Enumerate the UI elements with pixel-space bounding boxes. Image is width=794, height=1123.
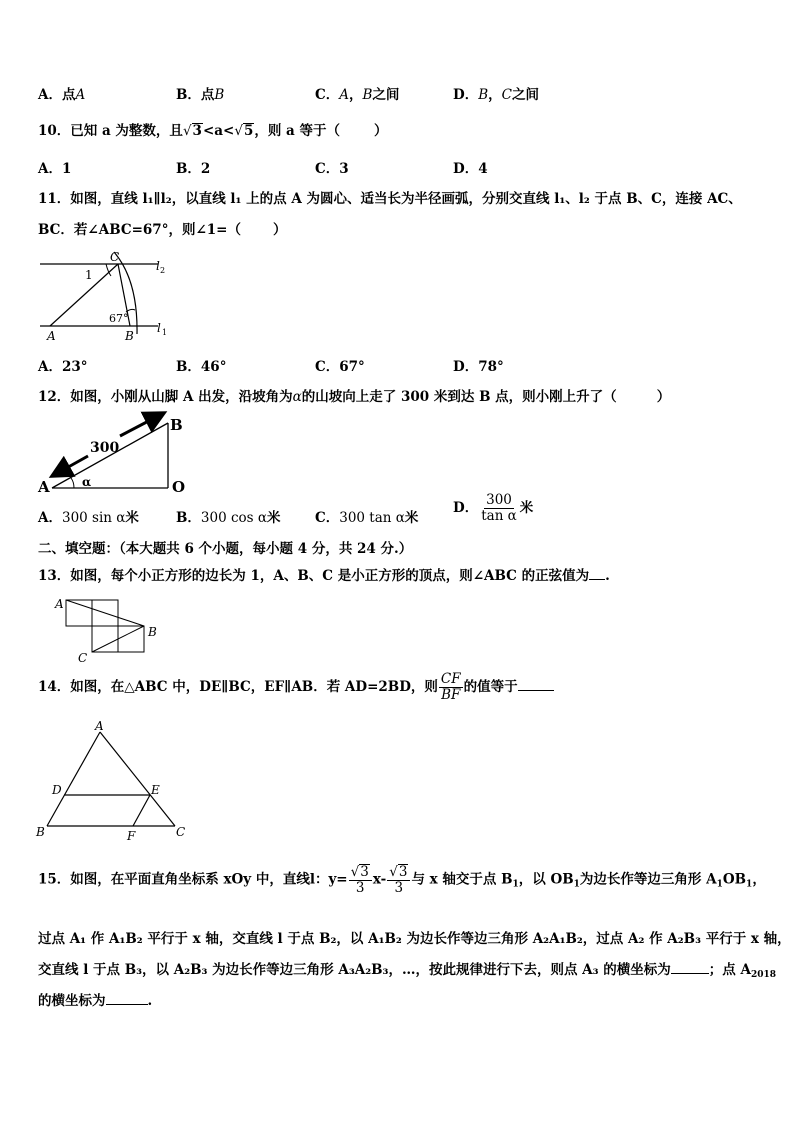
q12-label-o: O bbox=[172, 478, 186, 496]
q10-option-b: B．2 bbox=[176, 161, 211, 177]
q12-option-b: B．300 cos α米 bbox=[176, 510, 281, 526]
q12-option-d: D． $\frac{300}{\text{tan α}}$ 米 bbox=[453, 492, 534, 524]
q14-label-d: D bbox=[52, 783, 62, 797]
q12-label-300: 300 bbox=[90, 440, 120, 456]
q10-stem: 10．已知 a 为整数，且√3<a<√5，则 a 等于（ ） bbox=[38, 123, 388, 139]
q15-stem-line4: 的横坐标为 . bbox=[38, 993, 153, 1009]
q15-stem-line2: 过点 A₁ 作 A₁B₂ 平行于 x 轴，交直线 l 于点 B₂，以 A₁B₂ 为边长作等边三角形 A₂A₁B₂，过点 A₂ 作 A₂B₃ 平行于 x 轴， bbox=[38, 931, 791, 947]
q14-label-a: A bbox=[95, 719, 104, 733]
q12-label-alpha: α bbox=[82, 475, 92, 489]
q14-label-e: E bbox=[151, 783, 160, 797]
q13-label-a: A bbox=[55, 597, 64, 611]
q11-option-d: D．78° bbox=[453, 359, 504, 375]
q9-option-d: D．B，C之间 bbox=[453, 87, 539, 103]
q9-option-c: C．A，B之间 bbox=[315, 87, 400, 103]
q12-label-b: B bbox=[170, 416, 183, 434]
q11-label-b: B bbox=[125, 329, 134, 343]
q9-option-b: B．点B bbox=[176, 87, 225, 103]
q11-figure bbox=[38, 250, 178, 345]
q11-stem-line1: 11．如图，直线 l₁∥l₂，以直线 l₁ 上的点 A 为圆心、适当长为半径画弧，分别交直线 l₁、l₂ 于点 B、C，连接 AC、 bbox=[38, 191, 742, 207]
q14-figure bbox=[34, 716, 194, 841]
q11-label-c: C bbox=[110, 250, 120, 264]
q13-label-b: B bbox=[148, 625, 157, 639]
q11-stem-line2: BC．若∠ABC=67°，则∠1=（ ） bbox=[38, 222, 287, 238]
q14-label-c: C bbox=[176, 825, 186, 839]
q11-label-angle1: 1 bbox=[85, 268, 93, 282]
q11-label-l1-sub: 1 bbox=[162, 328, 168, 337]
q10-option-c: C．3 bbox=[315, 161, 349, 177]
q11-label-l2-sub: 2 bbox=[160, 266, 166, 275]
q15-stem-line3: 交直线 l 于点 B₃，以 A₂B₃ 为边长作等边三角形 A₃A₂B₃，…，按此规律进行下去，则点 A₃ 的横坐标为 ；点 $A_{2018}$ bbox=[38, 962, 776, 980]
q14-stem: 14．如图，在△ABC 中，DE∥BC，EF∥AB．若 AD=2BD，则 $\frac{CF}{BF}$ 的值等于 bbox=[38, 672, 554, 703]
q12-stem: 12．如图，小刚从山脚 A 出发，沿坡角为α的山坡向上走了 300 米到达 B 点，则小刚上升了（ ） bbox=[38, 389, 671, 405]
q13-figure bbox=[50, 596, 170, 666]
q10-option-d: D．4 bbox=[453, 161, 488, 177]
q12-label-a: A bbox=[38, 478, 50, 496]
q11-label-a: A bbox=[47, 329, 56, 343]
q10-option-a: A．1 bbox=[38, 161, 72, 177]
q13-stem: 13．如图，每个小正方形的边长为 1，A、B、C 是小正方形的顶点，则∠ABC 的正弦值为 . bbox=[38, 568, 610, 584]
q12-option-a: A．300 sin α米 bbox=[38, 510, 139, 526]
q14-label-b: B bbox=[36, 825, 45, 839]
q12-figure bbox=[38, 412, 198, 497]
q11-label-l2: l bbox=[156, 259, 160, 273]
q12-option-c: C．300 tan α米 bbox=[315, 510, 419, 526]
q9-option-a: A．点A bbox=[38, 87, 86, 103]
q13-label-c: C bbox=[78, 651, 88, 665]
q11-option-c: C．67° bbox=[315, 359, 365, 375]
q11-label-l1: l bbox=[157, 321, 161, 335]
section-2-heading: 二、填空题：（本大题共 6 个小题，每小题 4 分，共 24 分.） bbox=[38, 541, 413, 557]
q11-label-67: 67° bbox=[109, 312, 129, 325]
q14-label-f: F bbox=[127, 829, 136, 843]
q15-stem-line1: 15．如图，在平面直角坐标系 xOy 中，直线l：y= $\frac{√3}{3}$ x- $\frac{√3}{3}$ 与 x 轴交于点 $B_1$，以 $OB_1$为边长作等边三角形 $A_1OB_1$， bbox=[38, 864, 766, 896]
q11-option-b: B．46° bbox=[176, 359, 227, 375]
q11-option-a: A．23° bbox=[38, 359, 88, 375]
